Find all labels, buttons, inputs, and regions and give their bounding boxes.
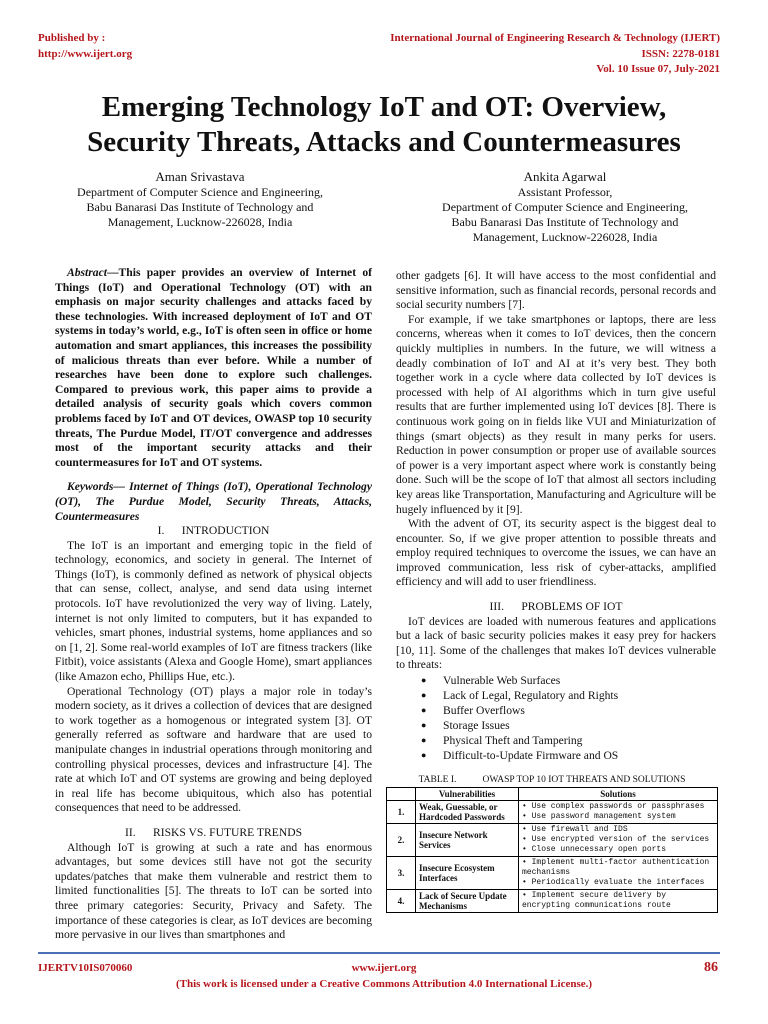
page-number: 86 xyxy=(704,960,718,975)
keywords: Keywords— Internet of Things (IoT), Operational Technology (OT), The Purdue Model, Security Threats, Attacks, Countermeasures xyxy=(55,480,372,523)
table-header-row xyxy=(387,788,718,801)
abstract-label: Abstract xyxy=(67,266,107,279)
right-column xyxy=(396,269,716,763)
issn: ISSN: 2278-0181 xyxy=(641,48,720,60)
affiliation-line: Babu Banarasi Das Institute of Technology and xyxy=(86,200,314,214)
license-notice: (This work is licensed under a Creative Commons Attribution 4.0 International License.) xyxy=(175,978,593,990)
solution-item: • Use encrypted version of the services xyxy=(522,835,710,844)
author-name: Aman Srivastava xyxy=(155,169,245,184)
volume-issue: Vol. 10 Issue 07, July-2021 xyxy=(596,63,720,75)
author-block-1 xyxy=(60,168,340,230)
publisher-label: Published by : xyxy=(38,32,106,44)
solution-item: • Implement multi-factor authentication mechanisms xyxy=(522,858,710,877)
affiliation-line: Management, Lucknow-226028, India xyxy=(107,215,293,229)
affiliation-line: Management, Lucknow-226028, India xyxy=(472,230,658,244)
table-header-solutions: Solutions xyxy=(519,788,718,801)
author-name: Ankita Agarwal xyxy=(523,169,607,184)
row-number: 1. xyxy=(387,801,416,824)
list-item: ● Buffer Overflows xyxy=(421,703,716,718)
table-row xyxy=(387,801,718,824)
title-line-1: Emerging Technology IoT and OT: Overview, xyxy=(101,91,667,123)
section-heading-introduction: I. INTRODUCTION xyxy=(157,524,270,538)
row-number: 3. xyxy=(387,857,416,890)
paper-title xyxy=(0,90,768,160)
table-row xyxy=(387,824,718,857)
paragraph: With the advent of OT, its security aspect is the biggest deal to encounter. So, if we give proper attention to possible threats and employ required techniques to overcome the issues, we can have an improved communication, less risk of cyber-attacks, amplified efficiency and will add to user friendliness. xyxy=(396,517,716,589)
abstract-text: —This paper provides an overview of Internet of Things (IoT) and Operational Technology (OT) with an emphasis on major security challenges and attacks faced by these technologies. With increased deployment of IoT and OT systems in today’s world, e.g., IoT is often seen in office or home automation and smart appliances, this increases the possibility of malicious threats than ever before. While a number of researches have been done to explore such challenges. Compared to previous work, this paper aims to provide a detailed analysis of security goals which covers common problems faced by IoT and OT devices, OWASP top 10 security threats, The Purdue Model, IT/OT convergence and addresses most of the important security attacks and their countermeasures for IoT and OT systems. xyxy=(55,266,372,469)
solution-item: • Use firewall and IDS xyxy=(522,825,628,834)
footer-rule xyxy=(38,952,720,954)
table-caption: TABLE I. OWASP TOP 10 IOT THREATS AND SOLUTIONS xyxy=(418,775,686,785)
vulnerability-cell: Lack of Secure Update Mechanisms xyxy=(416,890,519,913)
solution-item: • Periodically evaluate the interfaces xyxy=(522,878,705,887)
table-header-vulnerabilities: Vulnerabilities xyxy=(416,788,519,801)
solution-cell xyxy=(519,890,718,913)
affiliation-line: Department of Computer Science and Engineering, xyxy=(442,200,688,214)
solution-item: • Close unnecessary open ports xyxy=(522,845,667,854)
publisher-url[interactable]: http://www.ijert.org xyxy=(38,48,133,60)
author-block-2 xyxy=(410,168,720,245)
table-row xyxy=(387,857,718,890)
row-number: 2. xyxy=(387,824,416,857)
paper-id: IJERTV10IS070060 xyxy=(38,962,133,974)
left-column xyxy=(55,266,372,943)
owasp-table xyxy=(386,787,718,913)
solution-cell xyxy=(519,824,718,857)
vulnerability-cell: Insecure Ecosystem Interfaces xyxy=(416,857,519,890)
list-item: ● Difficult-to-Update Firmware and OS xyxy=(421,748,716,763)
challenge-list xyxy=(421,673,716,763)
section-heading-problems: III. PROBLEMS OF IOT xyxy=(489,600,623,614)
paragraph: Although IoT is growing at such a rate and has enormous advantages, but some devices still have not got the security updates/patches that make them vulnerable and restrict them to limited functionalities [5]. The threats to IoT can be sorted into three primary categories: Security, Privacy and Safety. The importance of these categories is clear, as IoT devices are becoming more pervasive in our lives than smartphones and xyxy=(55,840,372,942)
vulnerability-cell: Weak, Guessable, or Hardcoded Passwords xyxy=(416,801,519,824)
journal-name: International Journal of Engineering Research & Technology (IJERT) xyxy=(390,32,720,44)
paragraph: For example, if we take smartphones or laptops, there are less concerns, whereas when it comes to IoT devices, then the concern quickly multiplies in numbers. In the future, we will witness a deadly combination of IoT and AI at it’s very best. They both together work in a cycle where data collected by IoT devices is processed with help of AI algorithms which in turn give useful results that are further implemented using IoT devices [8]. There is continuous work going on in fields like VUI and Miniaturization of things (smart objects) as they result in many perks for users. Reduction in power consumption or proper use of available sources of power is a very important aspect where work is constantly being done. Such will be the scope of IoT that almost all sectors including key areas like Transportation, Manufacturing and Agriculture will be hugely influenced by it [9]. xyxy=(396,312,716,516)
list-item: ● Storage Issues xyxy=(421,718,716,733)
affiliation-line: Babu Banarasi Das Institute of Technology and xyxy=(451,215,679,229)
vulnerability-cell: Insecure Network Services xyxy=(416,824,519,857)
paragraph: IoT devices are loaded with numerous features and applications but a lack of basic security policies makes it easy prey for hackers [10, 11]. Some of the challenges that makes IoT devices vulnerable to threats: xyxy=(396,614,716,672)
solution-item: • Implement secure delivery by encrypting communications route xyxy=(522,891,671,910)
owasp-table-block xyxy=(386,765,718,913)
paragraph: other gadgets [6]. It will have access to the most confidential and sensitive information, such as financial records, personal records and social security numbers [7]. xyxy=(396,269,717,312)
solution-item: • Use password management system xyxy=(522,812,676,821)
list-item: ● Vulnerable Web Surfaces xyxy=(421,673,716,688)
solution-cell xyxy=(519,857,718,890)
affiliation-line: Assistant Professor, xyxy=(517,185,613,199)
table-header-num xyxy=(387,788,416,801)
footer-url[interactable]: www.ijert.org xyxy=(351,962,417,974)
solution-item: • Use complex passwords or passphrases xyxy=(522,802,705,811)
title-line-2: Security Threats, Attacks and Countermeasures xyxy=(87,126,681,158)
abstract xyxy=(55,266,372,470)
paragraph: The IoT is an important and emerging topic in the field of technology, economics, and society in general. The Internet of Things (IoT), is commonly defined as network of physical objects that can sense, collect, analyse, and send data using internet protocols. IoT have revolutionized the very way of living. Lately, internet is not only limited to computers, but it has expanded to vehicles, smart phones, industrial systems, home appliances and so on [1, 2]. Some real-world examples of IoT are fitness trackers (like Fitbit), voice assistants (Alexa and Google Home), smart appliances (like Amazon echo, Phillips Hue, etc.). xyxy=(55,538,372,684)
list-item: ● Lack of Legal, Regulatory and Rights xyxy=(421,688,716,703)
affiliation-line: Department of Computer Science and Engineering, xyxy=(77,185,323,199)
paragraph: Operational Technology (OT) plays a major role in today’s modern society, as it drives a collection of devices that are designed to work together as a homogenous or integrated system [3]. OT generally referred as software and hardware that are used to manipulate changes in industrial operations through monitoring and controlling physical processes, devices and infrastructure [4]. The rate at which IoT and OT systems are growing and being deployed in real life has become ubiquitous, which also has potential consequences that need to be addressed. xyxy=(55,684,372,815)
row-number: 4. xyxy=(387,890,416,913)
table-row xyxy=(387,890,718,913)
section-heading-risks: II. RISKS VS. FUTURE TRENDS xyxy=(124,825,303,839)
solution-cell xyxy=(519,801,718,824)
list-item: ● Physical Theft and Tampering xyxy=(421,733,716,748)
